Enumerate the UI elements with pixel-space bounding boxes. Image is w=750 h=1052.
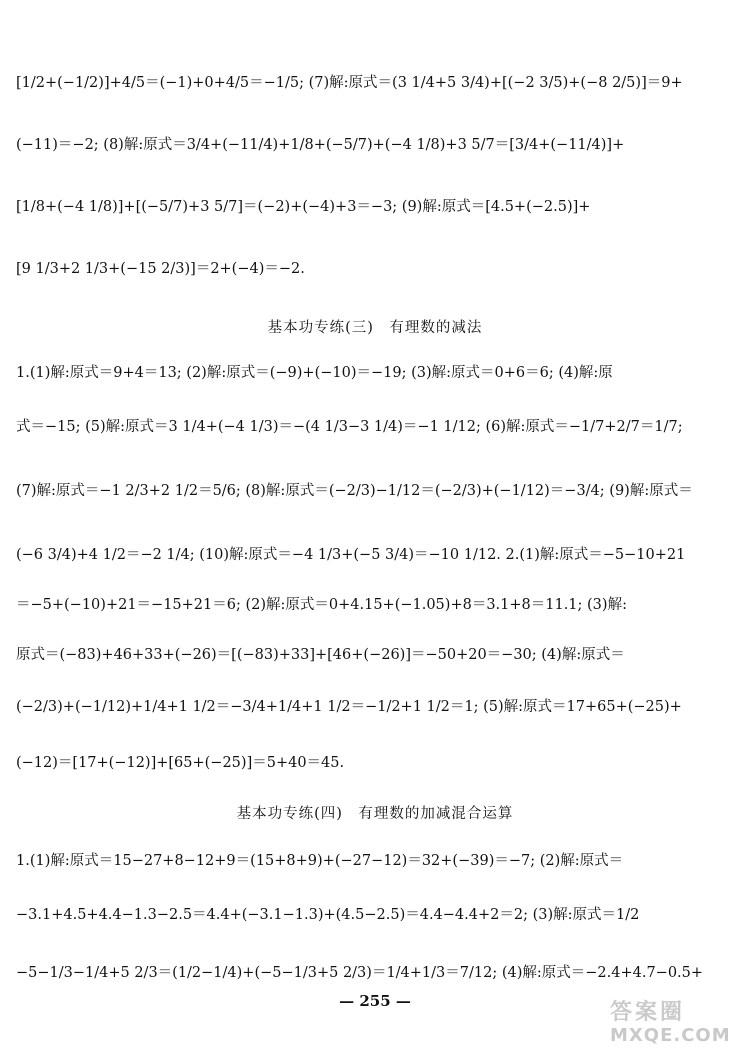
solution-line-15: −5−1/3−1/4+5 2/3＝(1/2−1/4)+(−5−1/3+5 2/3)＝1/4+1/3＝7/12; (4)解:原式＝−2.4+4.7−0.5+	[16, 965, 704, 981]
solution-line-2: (−11)＝−2; (8)解:原式＝3/4+(−11/4)+1/8+(−5/7)+(−4 1/8)+3 5/7＝[3/4+(−11/4)]+	[16, 137, 625, 153]
solution-line-11: (−2/3)+(−1/12)+1/4+1 1/2＝−3/4+1/4+1 1/2＝−1/2+1 1/2＝1; (5)解:原式＝17+65+(−25)+	[16, 699, 682, 715]
section-heading-3: 基本功专练(三) 有理数的减法	[267, 320, 483, 336]
solution-line-1: [1/2+(−1/2)]+4/5＝(−1)+0+4/5＝−1/5; (7)解:原式＝(3 1/4+5 3/4)+[(−2 3/5)+(−8 2/5)]＝9+	[16, 75, 683, 91]
page-number: — 255 —	[339, 992, 411, 1010]
solution-line-4: [9 1/3+2 1/3+(−15 2/3)]＝2+(−4)＝−2.	[16, 261, 305, 277]
solution-line-5: 1.(1)解:原式＝9+4＝13; (2)解:原式＝(−9)+(−10)＝−19; (3)解:原式＝0+6＝6; (4)解:原	[16, 365, 613, 381]
solution-line-14: −3.1+4.5+4.4−1.3−2.5＝4.4+(−3.1−1.3)+(4.5−2.5)＝4.4−4.4+2＝2; (3)解:原式＝1/2	[16, 907, 640, 923]
section-heading-4: 基本功专练(四) 有理数的加减混合运算	[236, 806, 514, 822]
solution-line-13: 1.(1)解:原式＝15−27+8−12+9＝(15+8+9)+(−27−12)＝32+(−39)＝−7; (2)解:原式＝	[16, 853, 624, 869]
solution-line-9: ＝−5+(−10)+21＝−15+21＝6; (2)解:原式＝0+4.15+(−1.05)+8＝3.1+8＝11.1; (3)解:	[16, 597, 627, 613]
solution-line-10: 原式＝(−83)+46+33+(−26)＝[(−83)+33]+[46+(−26)]＝−50+20＝−30; (4)解:原式＝	[16, 647, 625, 663]
solution-line-12: (−12)＝[17+(−12)]+[65+(−25)]＝5+40＝45.	[16, 755, 345, 771]
solution-line-7: (7)解:原式＝−1 2/3+2 1/2＝5/6; (8)解:原式＝(−2/3)−1/12＝(−2/3)+(−1/12)＝−3/4; (9)解:原式＝	[16, 483, 693, 499]
watermark-logo	[610, 1000, 740, 1048]
watermark-bottom: MXQE.COM	[610, 1025, 731, 1046]
solution-line-3: [1/8+(−4 1/8)]+[(−5/7)+3 5/7]＝(−2)+(−4)+3＝−3; (9)解:原式＝[4.5+(−2.5)]+	[16, 199, 591, 215]
watermark-top: 答案圈	[610, 1000, 686, 1025]
solution-line-8: (−6 3/4)+4 1/2＝−2 1/4; (10)解:原式＝−4 1/3+(−5 3/4)＝−10 1/12. 2.(1)解:原式＝−5−10+21	[16, 547, 686, 563]
solution-line-6: 式＝−15; (5)解:原式＝3 1/4+(−4 1/3)＝−(4 1/3−3 1/4)＝−1 1/12; (6)解:原式＝−1/7+2/7＝1/7;	[16, 419, 683, 435]
